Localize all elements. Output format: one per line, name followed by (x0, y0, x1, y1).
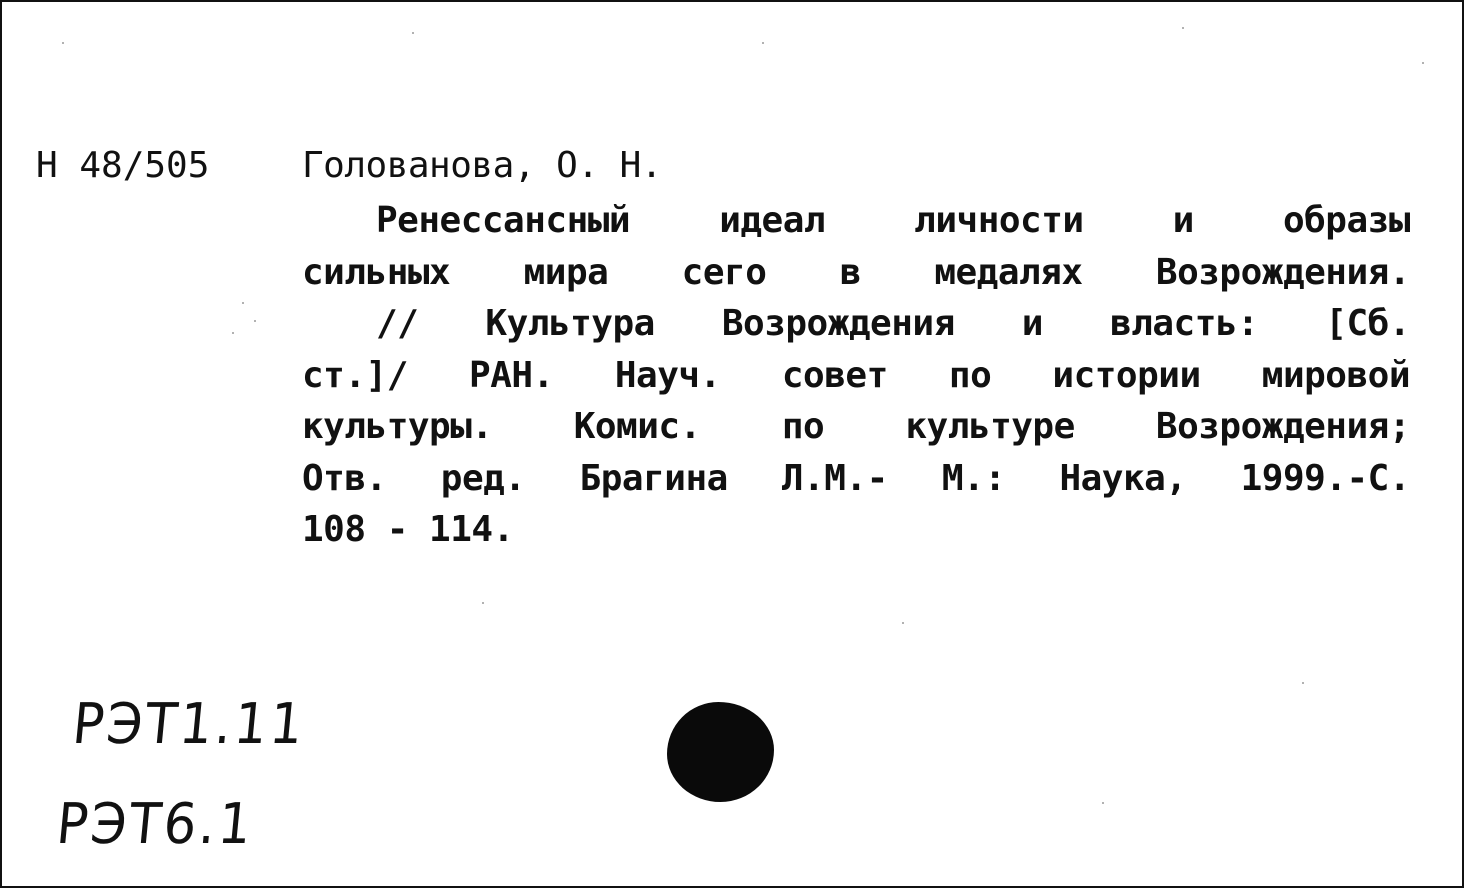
scan-speck (902, 622, 904, 624)
bibliographic-description (302, 195, 1410, 556)
handwritten-code: РЭТ1.11 (69, 692, 309, 757)
description-line: культуры. Комис. по культуре Возрождения; (302, 406, 1410, 447)
scan-speck (412, 32, 414, 34)
punch-hole-icon (667, 702, 774, 802)
scan-speck (1302, 682, 1304, 684)
shelf-mark: Н 48/505 (36, 145, 210, 186)
description-line: Ренессансный идеал личности и образы (376, 200, 1410, 241)
description-line: Отв. ред. Брагина Л.М.- М.: Наука, 1999.-С. (302, 457, 1410, 499)
scan-speck (254, 320, 256, 322)
scan-speck (1102, 802, 1104, 804)
scan-speck (1422, 62, 1424, 64)
description-line: 108 - 114. (302, 509, 514, 550)
description-line: ст.]/ РАН. Науч. совет по истории мировой (302, 354, 1410, 396)
handwritten-code: РЭТ6.1 (53, 792, 258, 857)
description-line: сильных мира сего в медалях Возрождения. (302, 251, 1410, 293)
author-name: Голованова, О. Н. (302, 145, 662, 186)
scan-speck (62, 42, 64, 44)
scan-speck (762, 42, 764, 44)
scan-speck (242, 302, 244, 304)
description-line: // Культура Возрождения и власть: [Сб. (376, 303, 1410, 344)
scan-speck (1182, 27, 1184, 29)
scan-speck (232, 332, 234, 334)
scan-speck (482, 602, 484, 604)
